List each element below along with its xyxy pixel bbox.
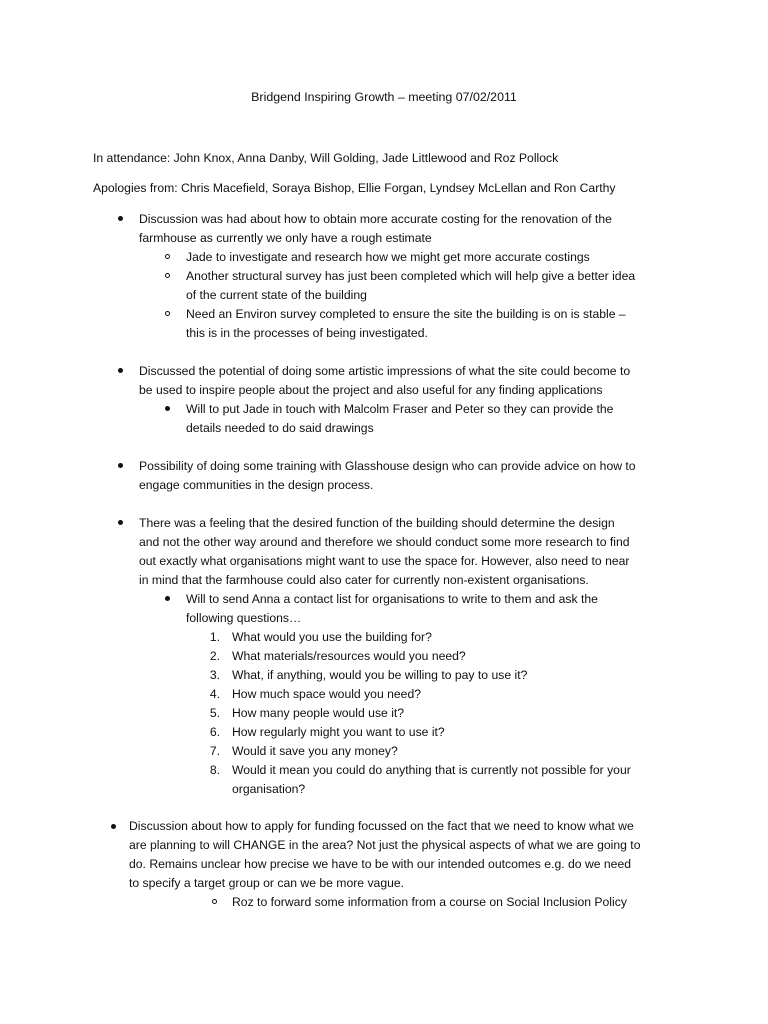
- item4-line3: out exactly what organisations might want to use the space for. However, also need to near: [139, 554, 630, 568]
- question-text: How much space would you need?: [232, 687, 422, 701]
- attendance-line: In attendance: John Knox, Anna Danby, Will Golding, Jade Littlewood and Roz Pollock: [93, 151, 559, 165]
- question-number: 7.: [209, 744, 220, 758]
- question-text: What materials/resources would you need?: [232, 649, 466, 663]
- apologies-line: Apologies from: Chris Macefield, Soraya Bishop, Ellie Forgan, Lyndsey McLellan and Ron Carthy: [93, 181, 616, 195]
- item3-line1: Possibility of doing some training with Glasshouse design who can provide advice on how to: [139, 459, 636, 473]
- sub-bullet-icon: [212, 899, 217, 904]
- bullet-icon: [118, 520, 123, 525]
- question-number: 6.: [209, 725, 220, 739]
- item1-sub2-line1: Another structural survey has just been completed which will help give a better idea: [186, 269, 636, 283]
- item4-line2: and not the other way around and therefore we should conduct some more research to find: [139, 535, 630, 549]
- item4-line4: in mind that the farmhouse could also cater for currently non-existent organisations.: [139, 573, 589, 587]
- question-number: 8.: [209, 763, 220, 777]
- item2-sub1-line1: Will to put Jade in touch with Malcolm Fraser and Peter so they can provide the: [186, 402, 614, 416]
- item2-line2: be used to inspire people about the project and also useful for any finding applications: [139, 383, 603, 397]
- sub-bullet-icon: [165, 406, 170, 411]
- question-number: 5.: [209, 706, 220, 720]
- item1-sub1: Jade to investigate and research how we might get more accurate costings: [186, 250, 590, 264]
- question-number: 2.: [209, 649, 220, 663]
- question-text: How regularly might you want to use it?: [232, 725, 445, 739]
- item1-sub3-line1: Need an Environ survey completed to ensure the site the building is on is stable –: [186, 307, 626, 321]
- item5-line1: Discussion about how to apply for funding focussed on the fact that we need to know what we: [129, 819, 634, 833]
- sub-bullet-icon: [165, 254, 170, 259]
- question-text: What, if anything, would you be willing to pay to use it?: [232, 668, 528, 682]
- question-number: 3.: [209, 668, 220, 682]
- item5-line2: are planning to will CHANGE in the area? Not just the physical aspects of what we are going to: [129, 838, 641, 852]
- question-text: How many people would use it?: [232, 706, 405, 720]
- document-title: Bridgend Inspiring Growth – meeting 07/02/2011: [251, 90, 517, 104]
- sub-bullet-icon: [165, 273, 170, 278]
- item1-sub2-line2: of the current state of the building: [186, 288, 367, 302]
- sub-bullet-icon: [165, 596, 170, 601]
- item5-line3: do. Remains unclear how precise we have to be with our intended outcomes e.g. do we need: [129, 857, 632, 871]
- item1-sub3-line2: this is in the processes of being investigated.: [186, 326, 428, 340]
- bullet-icon: [111, 824, 116, 829]
- bullet-icon: [118, 463, 123, 468]
- question-number: 1.: [209, 630, 220, 644]
- question-text-continuation: organisation?: [232, 782, 306, 796]
- bullet-icon: [118, 216, 123, 221]
- item5-line4: to specify a target group or can we be more vague.: [129, 876, 405, 890]
- item2-sub1-line2: details needed to do said drawings: [186, 421, 374, 435]
- question-text: Would it mean you could do anything that is currently not possible for your: [232, 763, 631, 777]
- item5-sub1: Roz to forward some information from a course on Social Inclusion Policy: [232, 895, 627, 909]
- item2-line1: Discussed the potential of doing some artistic impressions of what the site could become to: [139, 364, 631, 378]
- bullet-icon: [118, 368, 123, 373]
- item1-line2: farmhouse as currently we only have a rough estimate: [139, 231, 432, 245]
- sub-bullet-icon: [165, 311, 170, 316]
- question-text: Would it save you any money?: [232, 744, 398, 758]
- question-number: 4.: [209, 687, 220, 701]
- item1-line1: Discussion was had about how to obtain more accurate costing for the renovation of the: [139, 212, 612, 226]
- item4-sub1-line2: following questions…: [186, 611, 302, 625]
- item3-line2: engage communities in the design process.: [139, 478, 374, 492]
- item4-sub1-line1: Will to send Anna a contact list for organisations to write to them and ask the: [186, 592, 598, 606]
- item4-line1: There was a feeling that the desired function of the building should determine the design: [139, 516, 615, 530]
- question-text: What would you use the building for?: [232, 630, 432, 644]
